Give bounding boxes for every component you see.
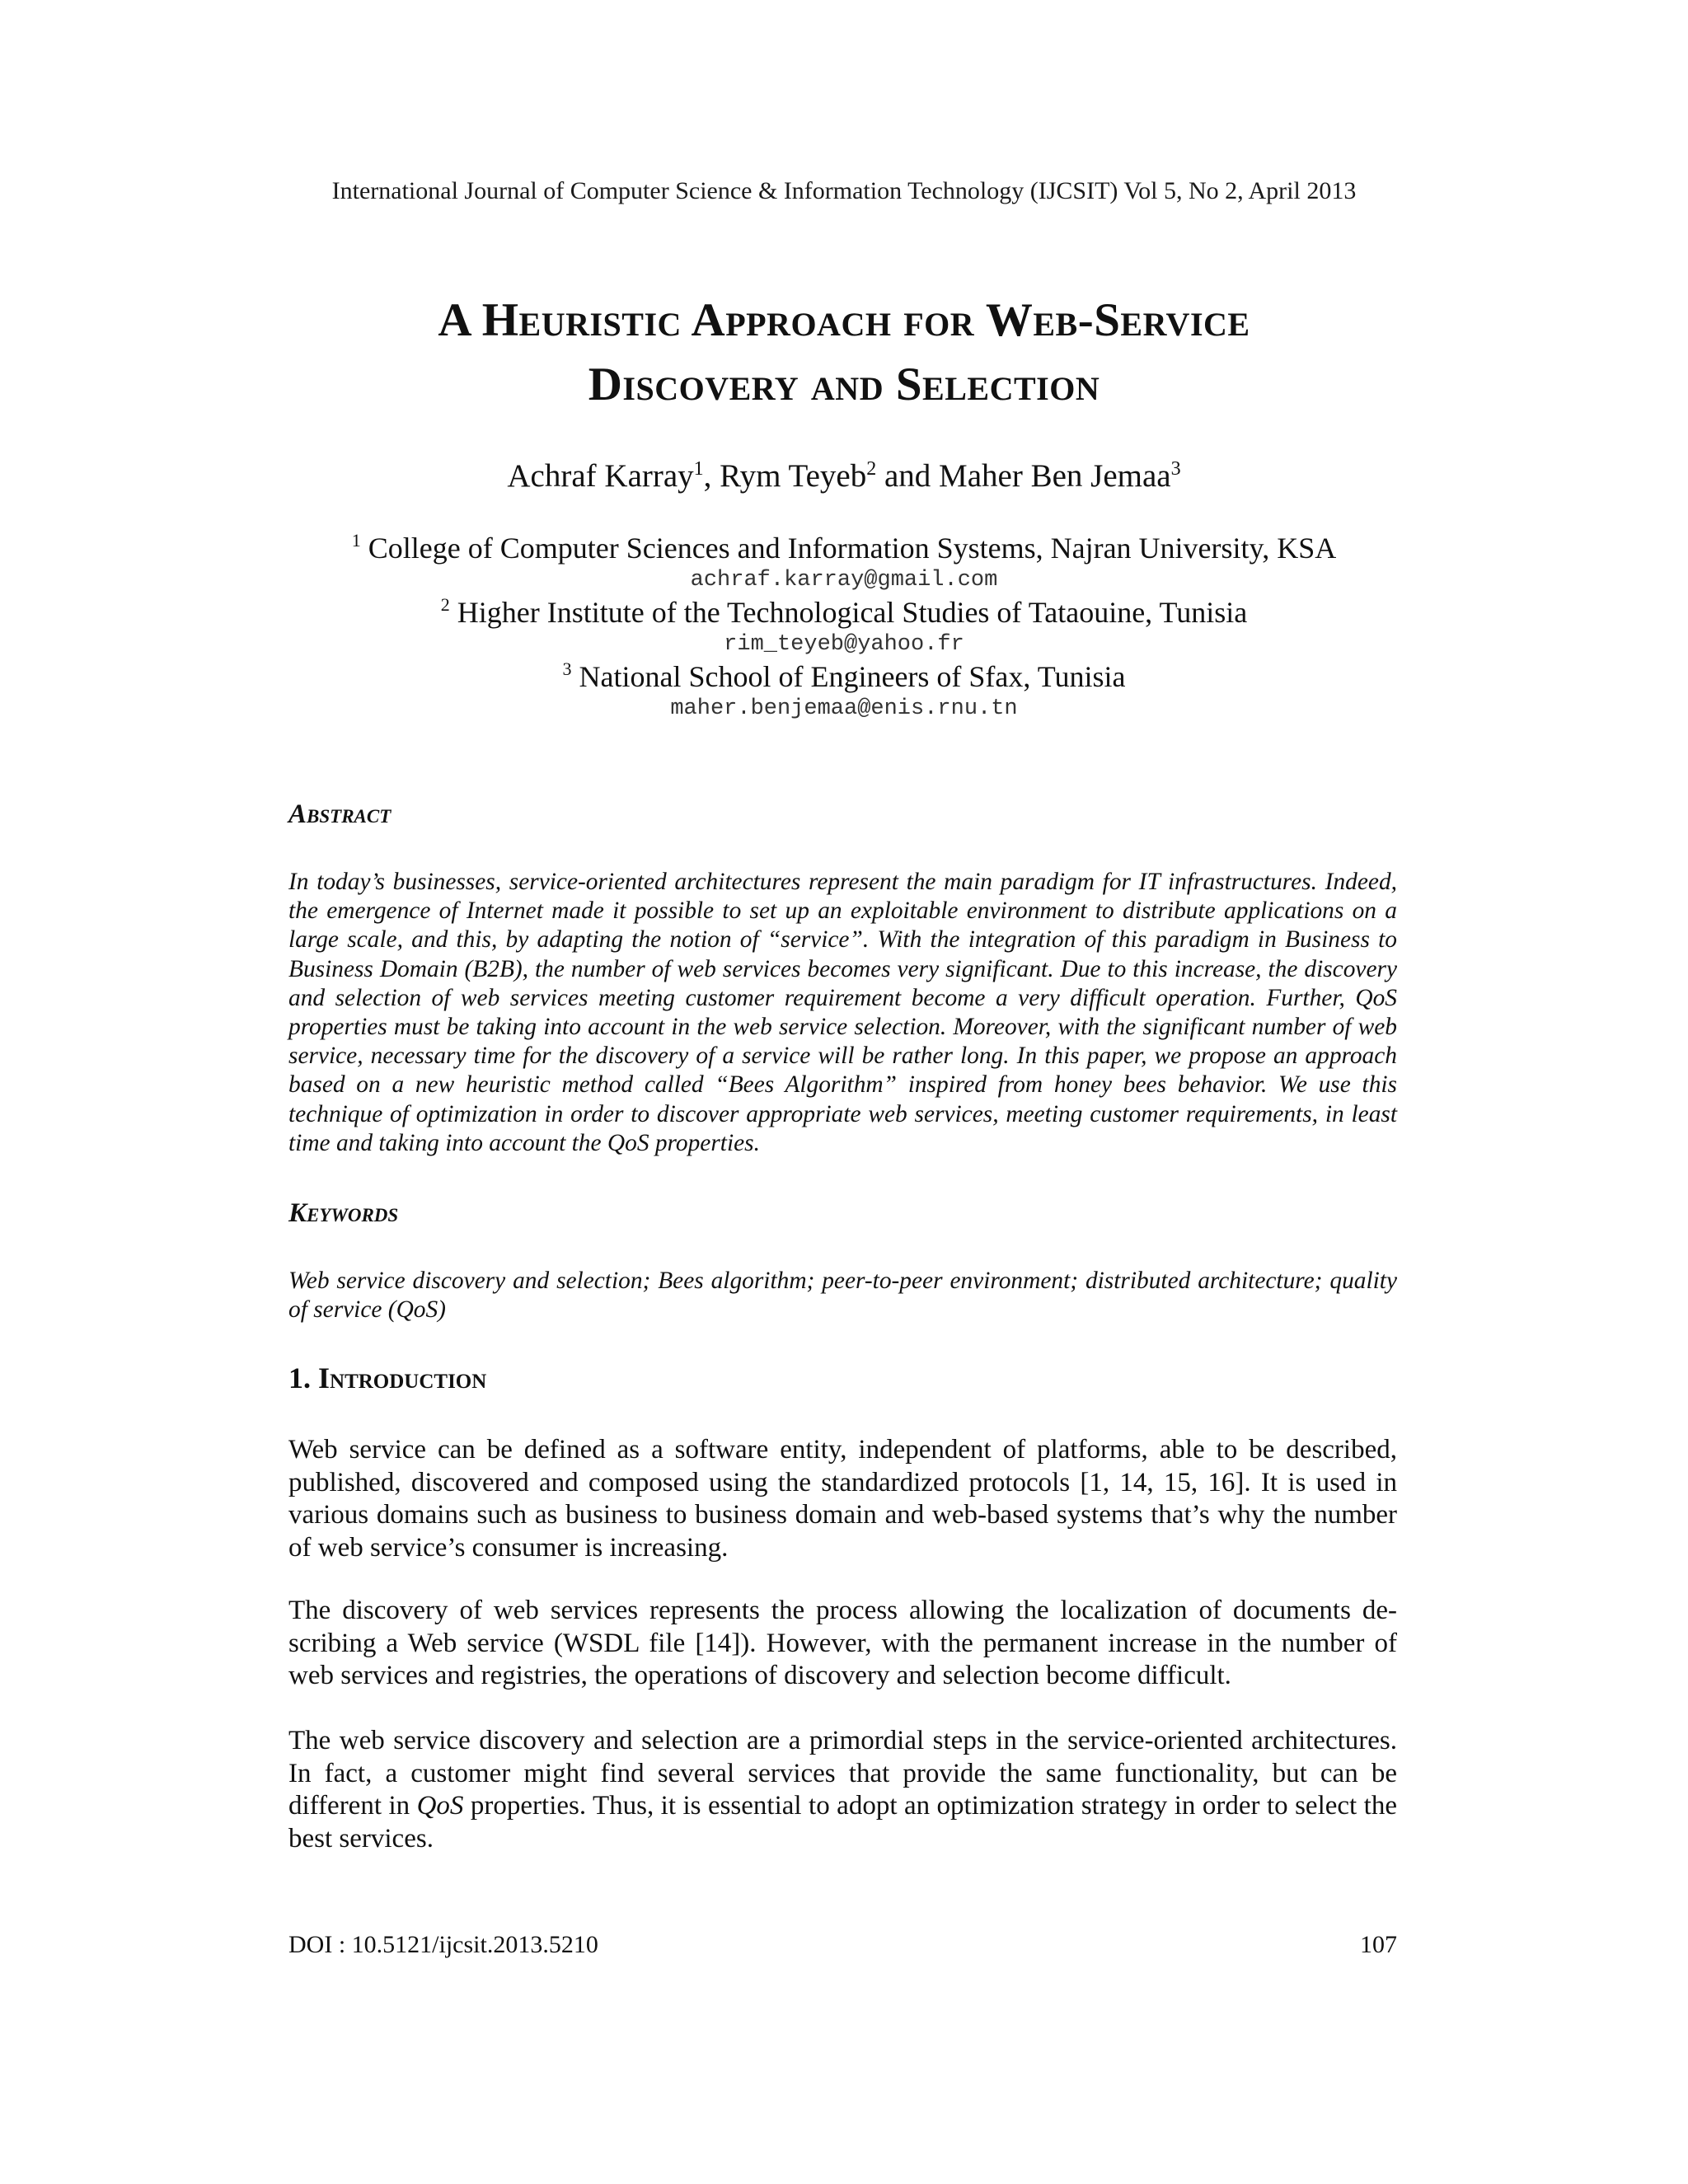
intro-paragraph-1: Web service can be defined as a software entity, independent of platforms, able to be described, published, discovered and composed using the standardized protocols [1, 14, 15, 16]. It is used in various domains such as business to business domain and web-based systems that’s why the number of web service’s consumer is increasing. bbox=[288, 1435, 1397, 1563]
affiliation-3 bbox=[0, 659, 1688, 694]
intro-paragraph-2: The discovery of web services represents the process allowing the localization of documents describing a Web service (WSDL file [14]). However, with the permanent increase in the number of web services and registries, the operations of discovery and selection become difficult. bbox=[288, 1596, 1397, 1690]
paper-title bbox=[214, 288, 1474, 417]
keywords-text: Web service discovery and selection; Bees algorithm; peer-to-peer environment; distributed architecture; quality of service (QoS) bbox=[288, 1268, 1397, 1324]
journal-header: International Journal of Computer Science & Information Technology (IJCSIT) Vol 5, No 2, April 2013 bbox=[331, 177, 1357, 204]
author-name: Achraf Karray bbox=[507, 458, 694, 494]
footer-doi: DOI : 10.5121/ijcsit.2013.5210 bbox=[288, 1931, 598, 1958]
affiliations bbox=[0, 531, 1688, 724]
intro-paragraph-3-part-1: The web service discovery and selection are a primordial steps in the service-oriented architectures. In fact, a customer might find several services that provide the same functionality, but can be different in bbox=[288, 1726, 1397, 1821]
author-superscript: 1 bbox=[693, 458, 704, 480]
author-superscript: 2 bbox=[866, 458, 877, 480]
affiliation-text: National School of Engineers of Sfax, Tunisia bbox=[579, 660, 1126, 693]
abstract-text: In today’s businesses, service-oriented architectures represent the main paradigm for IT infrastructures. Indeed, the emergence of Internet made it possible to set up an exploitable environment to distribute applications on a large scale, and this, by adapting the notion of “service”. With the integration of this paradigm in Business to Business Domain (B2B), the number of web services becomes very significant. Due to this increase, the discovery and selection of web services meeting customer requirement become a very difficult operation. Further, QoS properties must be taking into account in the web service selection. Moreover, with the significant number of web service, necessary time for the discovery of a service will be rather long. In this paper, we propose an approach based on a new heuristic method called “Bees Algorithm” inspired from honey bees behavior. We use this technique of optimization in order to discover appropriate web services, meeting customer requirements, in least time and taking into account the QoS properties. bbox=[288, 869, 1397, 1156]
abstract-heading: Abstract bbox=[288, 799, 392, 829]
affiliation-text: Higher Institute of the Technological Studies of Tataouine, Tunisia bbox=[457, 596, 1248, 629]
affiliation-superscript: 2 bbox=[440, 594, 450, 615]
affiliation-1 bbox=[0, 531, 1688, 565]
author-name: Maher Ben Jemaa bbox=[939, 458, 1171, 494]
affiliation-superscript: 1 bbox=[351, 530, 361, 551]
intro-paragraph-3 bbox=[288, 1725, 1397, 1855]
affiliation-text: College of Computer Sciences and Information Systems, Najran University, KSA bbox=[368, 532, 1337, 565]
author-list bbox=[0, 455, 1688, 498]
affiliation-superscript: 3 bbox=[562, 658, 572, 679]
keywords-heading: Keywords bbox=[288, 1198, 399, 1228]
author-superscript: 3 bbox=[1170, 458, 1181, 480]
intro-paragraph-3-part-2: properties. Thus, it is essential to adopt an optimization strategy in order to select the best services. bbox=[288, 1791, 1397, 1854]
qos-term: QoS bbox=[416, 1791, 464, 1821]
author-separator: and bbox=[876, 458, 940, 494]
title-line-2: Discovery and Selection bbox=[588, 359, 1100, 410]
email-3[interactable]: maher.benjemaa@enis.rnu.tn bbox=[670, 696, 1018, 721]
author-separator: , bbox=[703, 458, 720, 494]
affiliation-2 bbox=[0, 595, 1688, 630]
page-number: 107 bbox=[1360, 1931, 1397, 1958]
introduction-heading: 1. Introduction bbox=[288, 1361, 487, 1394]
email-1[interactable]: achraf.karray@gmail.com bbox=[690, 568, 998, 593]
author-name: Rym Teyeb bbox=[720, 458, 867, 494]
email-2[interactable]: rim_teyeb@yahoo.fr bbox=[724, 632, 964, 657]
title-line-1: A Heuristic Approach for Web-Service bbox=[438, 294, 1250, 346]
